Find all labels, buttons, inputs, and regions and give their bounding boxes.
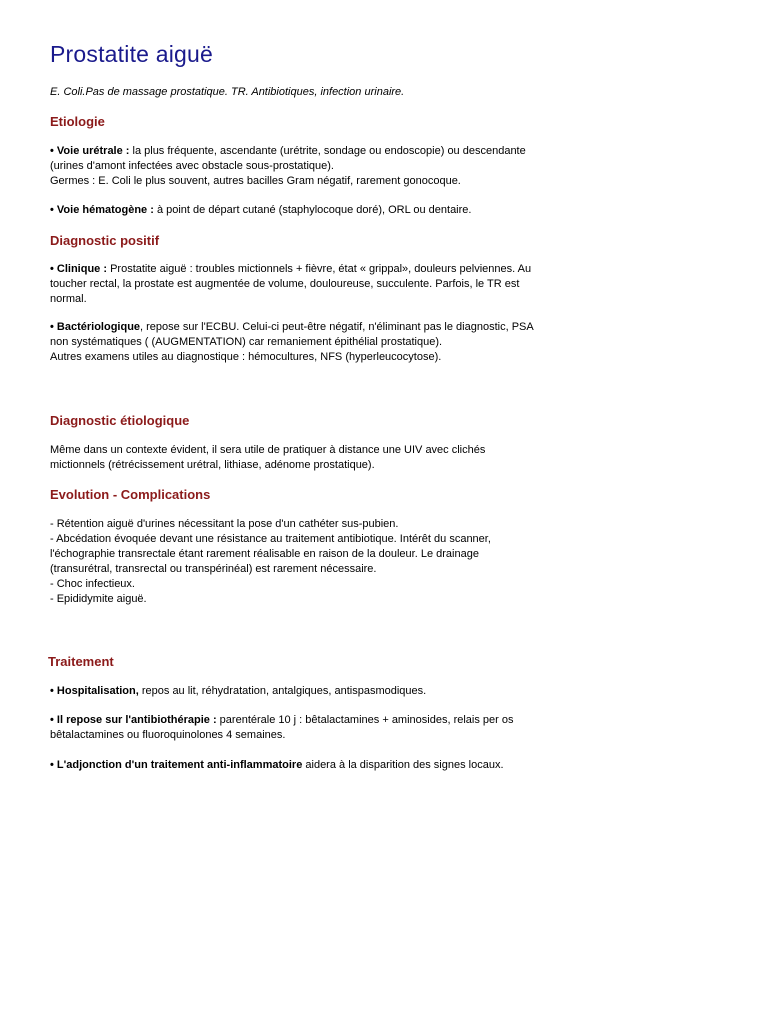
evolution-line: l'échographie transrectale étant rarement réalisable en raison de la douleur. Le drainage	[50, 548, 479, 560]
diagnostic-bacteriologique: • Bactériologique, repose sur l'ECBU. Celui-ci peut-être négatif, n'éliminant pas le diagnostic, PSA non systématiques ( (AUGMENTATION) car remaniement épithélial prostatique). Autres examens utiles au diagnostique : hémocultures, NFS (hyperleucocytose).	[50, 321, 534, 363]
heading-evolution-complications: Evolution - Complications	[50, 487, 211, 502]
page-title: Prostatite aiguë	[50, 41, 214, 67]
clinique-label: • Clinique :	[50, 263, 108, 275]
voie-hematogene-label: • Voie hématogène :	[50, 204, 154, 216]
evolution-line: - Rétention aiguë d'urines nécessitant la pose d'un cathéter sus-pubien.	[50, 518, 399, 530]
traitement-antibiotherapie: • Il repose sur l'antibiothérapie : parentérale 10 j : bêtalactamines + aminosides, relais per os bêtalactamines ou fluoroquinolones 4 semaines.	[50, 714, 514, 741]
diagnostic-clinique: • Clinique : Prostatite aiguë : troubles mictionnels + fièvre, état « grippal», douleurs pelviennes. Au toucher rectal, la prostate est augmentée de volume, douloureuse, succulente. Parfois, le TR est normal.	[50, 263, 532, 305]
etiologie-voie-uretrale: • Voie urétrale : la plus fréquente, ascendante (urétrite, sondage ou endoscopie) ou descendante (urines d'amont infectées avec obstacle sous-prostatique). Germes : E. Coli le plus souvent, autres bacilles Gram négatif, rarement gonocoque.	[50, 145, 526, 187]
bacteriologique-label: • Bactériologique	[50, 321, 141, 333]
hospitalisation-label: • Hospitalisation,	[50, 685, 139, 697]
traitement-anti-inflammatoire: • L'adjonction d'un traitement anti-inflammatoire aidera à la disparition des signes locaux.	[50, 759, 504, 771]
heading-diagnostic-etiologique: Diagnostic étiologique	[50, 413, 190, 428]
evolution-line: - Abcédation évoquée devant une résistance au traitement antibiotique. Intérêt du scanner,	[50, 533, 491, 545]
etiologie-voie-hematogene: • Voie hématogène : à point de départ cutané (staphylocoque doré), ORL ou dentaire.	[50, 204, 472, 216]
diagnostic-etiologique-text: Même dans un contexte évident, il sera utile de pratiquer à distance une UIV avec clichés mictionnels (rétrécissement urétral, lithiase, adénome prostatique).	[50, 444, 486, 471]
traitement-hospitalisation: • Hospitalisation, repos au lit, réhydratation, antalgiques, antispasmodiques.	[50, 685, 427, 697]
anti-inflammatoire-label: • L'adjonction d'un traitement anti-inflammatoire	[50, 759, 303, 771]
evolution-line: - Epididymite aiguë.	[50, 593, 147, 605]
voie-uretrale-label: • Voie urétrale :	[50, 145, 130, 157]
heading-etiologie: Etiologie	[50, 114, 105, 129]
subtitle: E. Coli.Pas de massage prostatique. TR. Antibiotiques, infection urinaire.	[50, 86, 405, 98]
heading-traitement: Traitement	[48, 654, 114, 669]
heading-diagnostic-positif: Diagnostic positif	[50, 233, 160, 248]
evolution-list	[50, 517, 590, 607]
antibiotherapie-label: • Il repose sur l'antibiothérapie :	[50, 714, 217, 726]
evolution-line: - Choc infectieux.	[50, 578, 135, 590]
evolution-line: (transurétral, transrectal ou transpérinéal) est rarement nécessaire.	[50, 563, 377, 575]
